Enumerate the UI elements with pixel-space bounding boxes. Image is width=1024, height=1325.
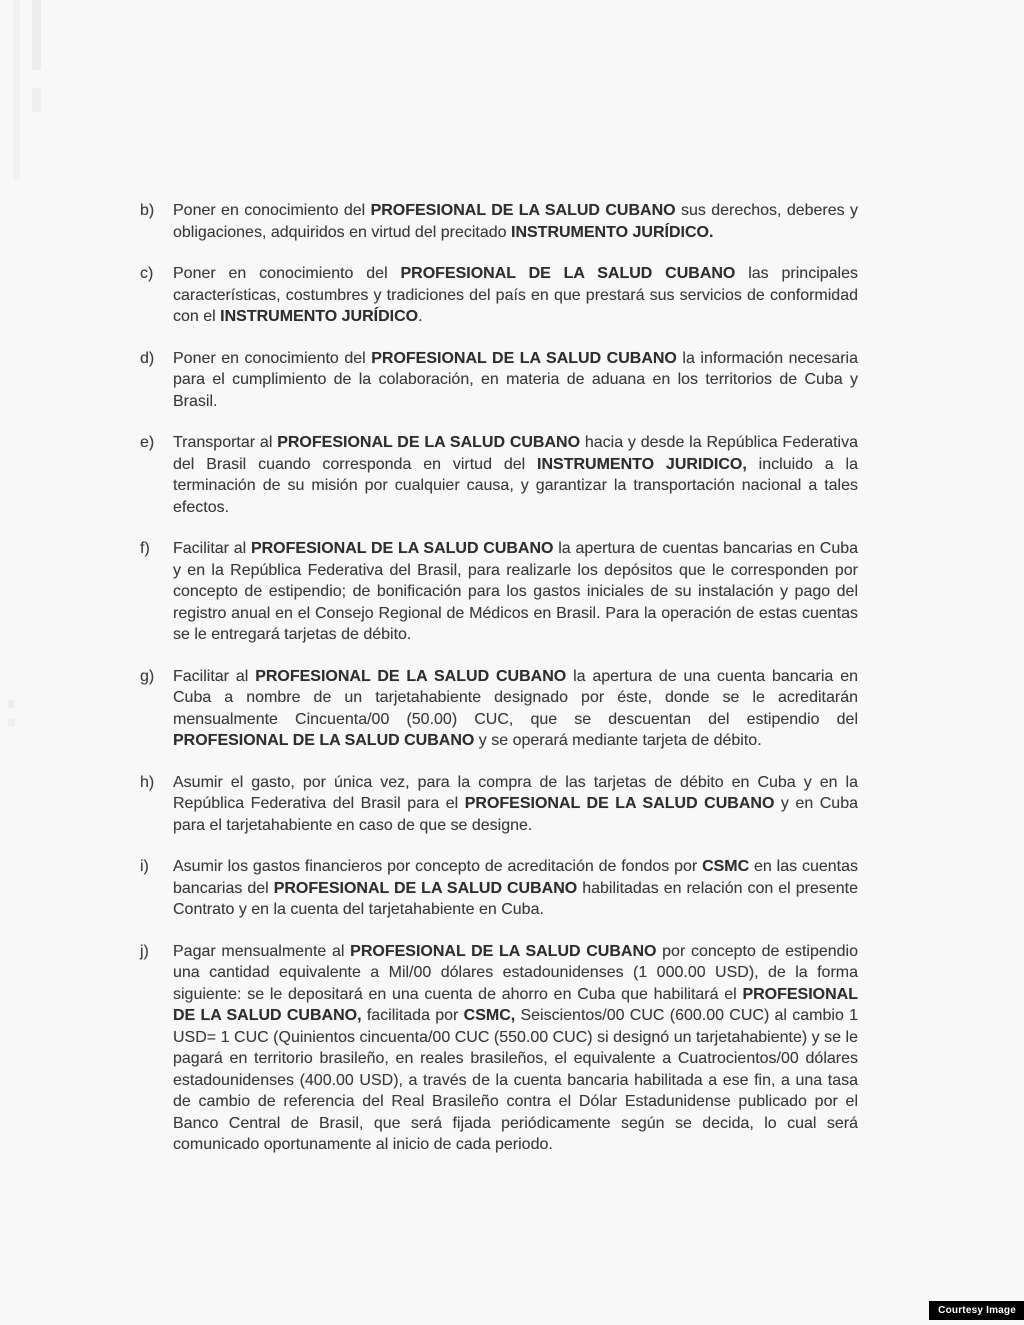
paragraph-text: Poner en conocimiento del PROFESIONAL DE LA SALUD CUBANO la información necesaria para el cumplimiento de la colaboración, en materia de aduana en los territorios de Cuba y Brasil. [173, 349, 858, 410]
paragraph-text: Pagar mensualmente al PROFESIONAL DE LA SALUD CUBANO por concepto de estipendio una cantidad equivalente a Mil/00 dólares estadounidenses (1 000.00 USD), de la forma siguiente: se le depositará en una cuenta de ahorro en Cuba que habilitará el PROFESIONAL DE LA SALUD CUBANO, facilitada por CSMC, Seiscientos/00 CUC (600.00 CUC) al cambio 1 USD= 1 CUC (Quinientos cincuenta/00 CUC (550.00 CUC) si designó un tarjetahabiente) y se le pagará en territorio brasileño, en reales brasileños, el equivalente a Cuatrocientos/00 dólares estadounidenses (400.00 USD), a través de la cuenta bancaria habilitada a ese fin, a una tasa de cambio de referencia del Real Brasileño contra el Dólar Estadunidense publicado por el Banco Central de Brasil, que será fijada periódicamente según se decida, lo cual será comunicado oportunamente al inicio de cada periodo. [173, 942, 859, 1153]
paragraph-label: g) [140, 667, 155, 685]
courtesy-image-badge: Courtesy Image [929, 1301, 1024, 1320]
paragraph-text: Transportar al PROFESIONAL DE LA SALUD CUBANO hacia y desde la República Federativa del Brasil cuando corresponda en virtud del INSTRUMENTO JURIDICO, incluido a la terminación de su misión por cualquier causa, y garantizar la transportación nacional a tales efectos. [173, 434, 859, 516]
paragraph-text: Poner en conocimiento del PROFESIONAL DE LA SALUD CUBANO las principales características, costumbres y tradiciones del país en que prestará sus servicios de conformidad con el INSTRUMENTO JURÍDICO. [173, 265, 859, 325]
paragraph-label: f) [140, 540, 150, 557]
paragraph-text: Facilitar al PROFESIONAL DE LA SALUD CUBANO la apertura de una cuenta bancaria en Cuba a nombre de un tarjetahabiente designado por éste, donde se le acreditarán mensualmente Cincuenta/00 (50.00) CUC, que se descuentan del estipendio del PROFESIONAL DE LA SALUD CUBANO y se operará mediante tarjeta de débito. [173, 667, 858, 749]
paragraph-e [140, 432, 858, 518]
paragraph-text: Asumir los gastos financieros por concepto de acreditación de fondos por CSMC en las cuentas bancarias del PROFESIONAL DE LA SALUD CUBANO habilitadas en relación con el presente Contrato y en la cuenta del tarjetahabiente en Cuba. [173, 858, 858, 918]
scan-artifact [32, 88, 41, 112]
paragraph-label: e) [140, 434, 155, 451]
paragraph-c [140, 263, 858, 328]
paragraph-label: i) [140, 858, 149, 875]
paragraph-i [140, 856, 858, 921]
paragraph-f [140, 538, 858, 646]
paragraph-text: Asumir el gasto, por única vez, para la compra de las tarjetas de débito en Cuba y en la República Federativa del Brasil para el PROFESIONAL DE LA SALUD CUBANO y en Cuba para el tarjetahabiente en caso de que se designe. [173, 773, 859, 834]
paragraph-h [140, 772, 858, 837]
scan-artifact [8, 700, 15, 708]
scan-artifact [13, 0, 20, 180]
paragraph-label: d) [140, 349, 155, 367]
scan-artifact [8, 718, 15, 726]
paragraph-label: b) [140, 202, 155, 219]
paragraph-label: c) [140, 265, 154, 282]
paragraph-label: h) [140, 773, 155, 791]
paragraph-j [140, 941, 858, 1156]
paragraph-label: j) [140, 942, 149, 960]
paragraph-text: Poner en conocimiento del PROFESIONAL DE LA SALUD CUBANO sus derechos, deberes y obligaciones, adquiridos en virtud del precitado INSTRUMENTO JURÍDICO. [173, 202, 859, 241]
paragraph-g [140, 666, 858, 752]
document-paragraphs [140, 200, 858, 1176]
paragraph-b [140, 200, 858, 243]
paragraph-text: Facilitar al PROFESIONAL DE LA SALUD CUBANO la apertura de cuentas bancarias en Cuba y en la República Federativa del Brasil, para realizarle los depósitos que le corresponden por concepto de estipendio; de bonificación para los gastos iniciales de su instalación y pago del registro anual en el Consejo Regional de Médicos en Brasil. Para la operación de estas cuentas se le entregará tarjetas de débito. [173, 540, 859, 643]
paragraph-d [140, 348, 858, 413]
scan-artifact [32, 0, 41, 70]
